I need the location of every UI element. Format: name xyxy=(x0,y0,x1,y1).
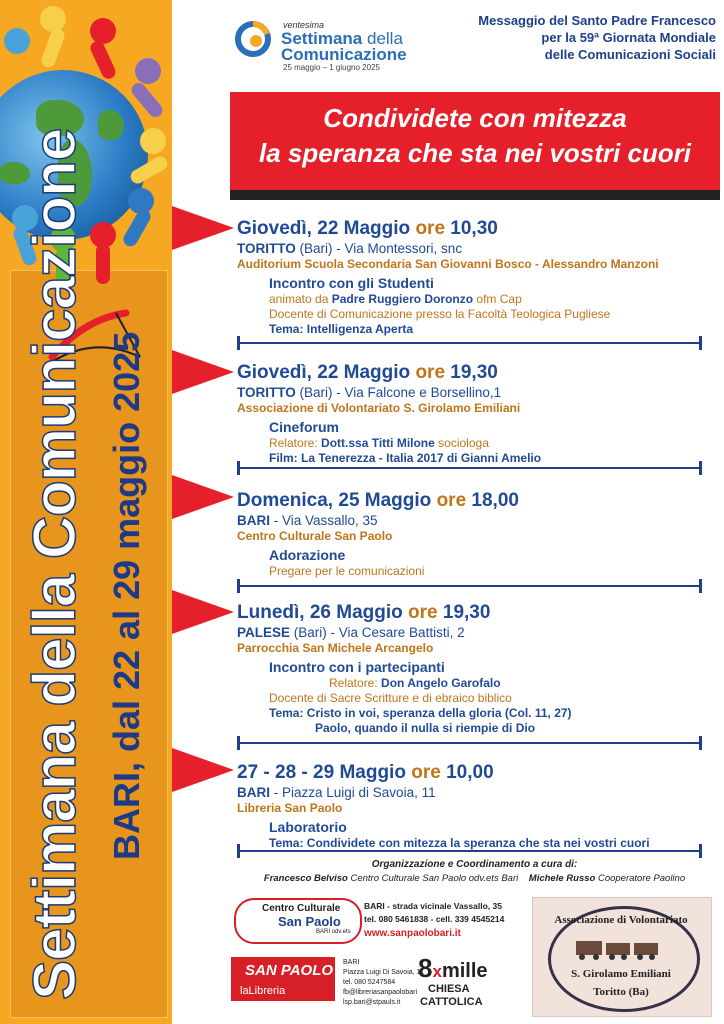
organization-title: Organizzazione e Coordinamento a cura di: xyxy=(371,859,578,870)
event-4 xyxy=(237,602,712,735)
event-flag-4 xyxy=(172,590,234,634)
event-detail: Pregare per le comunicazioni xyxy=(269,564,425,578)
logo-small-text: ventesima xyxy=(283,20,325,30)
associazione-saint: S. Girolamo Emiliani xyxy=(571,968,671,980)
event-venue: Parrocchia San Michele Arcangelo xyxy=(237,641,434,655)
cc-label-3: BARI odv.ets xyxy=(316,929,351,935)
divider-rule xyxy=(237,742,702,744)
event-detail-2: Docente di Sacre Scritture e di ebraico biblico xyxy=(269,691,512,705)
divider-rule xyxy=(237,467,702,469)
train-icon xyxy=(572,935,672,961)
event-venue: Centro Culturale San Paolo xyxy=(237,529,393,543)
cc-label-1: Centro Culturale xyxy=(262,903,341,914)
settimana-logo-icon xyxy=(234,20,272,58)
event-date: Lunedì, 26 Maggio ore 19,30 xyxy=(237,602,491,623)
message-line-1: Messaggio del Santo Padre Francesco xyxy=(478,13,716,28)
logo-comunicazione: Comunicazione xyxy=(281,45,407,64)
8xmille-logo: 8xmille xyxy=(418,953,488,983)
event-date: Domenica, 25 Maggio ore 18,00 xyxy=(237,490,519,511)
event-title: Laboratorio xyxy=(269,819,347,835)
vertical-title: Settimana della Comunicazione xyxy=(21,128,88,1000)
banner-line-1: Condividete con mitezza xyxy=(323,103,627,133)
vertical-subtitle: BARI, dal 22 al 29 maggio 2025 xyxy=(106,331,147,860)
event-3 xyxy=(237,490,712,578)
event-tema: Tema: Intelligenza Aperta xyxy=(269,322,414,336)
event-detail-2: Docente di Comunicazione presso la Facoltà Teologica Pugliese xyxy=(269,307,611,321)
event-venue: Auditorium Scuola Secondaria San Giovanni Bosco - Alessandro Manzoni xyxy=(237,257,659,271)
cc-address: BARI - strada vicinale Vassallo, 35 xyxy=(364,901,502,911)
chiesa-label: CHIESA xyxy=(428,983,470,995)
libreria-subname: laLibreria xyxy=(240,985,286,997)
cc-website-link[interactable]: www.sanpaolobari.it xyxy=(364,928,461,939)
event-1 xyxy=(237,218,712,336)
event-place: TORITTO (Bari) - Via Montessori, snc xyxy=(237,241,463,256)
event-place: PALESE (Bari) - Via Cesare Battisti, 2 xyxy=(237,625,465,640)
cc-phone: tel. 080 5461838 - cell. 339 4545214 xyxy=(364,914,505,924)
banner-line-2: la speranza che sta nei vostri cuori xyxy=(258,138,692,168)
event-title: Cineforum xyxy=(269,419,339,435)
event-5 xyxy=(237,762,712,850)
event-flag-3 xyxy=(172,475,234,519)
event-title: Incontro con gli Studenti xyxy=(269,275,434,291)
associazione-city: Toritto (Ba) xyxy=(593,986,649,998)
papal-message xyxy=(470,12,716,63)
associazione-name: Associazione di Volontariato xyxy=(554,914,688,926)
event-date: 27 - 28 - 29 Maggio ore 10,00 xyxy=(237,762,494,783)
message-line-3: delle Comunicazioni Sociali xyxy=(544,47,716,62)
event-date: Giovedì, 22 Maggio ore 10,30 xyxy=(237,218,498,239)
divider-rule xyxy=(237,342,702,344)
event-date: Giovedì, 22 Maggio ore 19,30 xyxy=(237,362,498,383)
event-title: Incontro con i partecipanti xyxy=(269,659,445,675)
libreria-name: SAN PAOLO xyxy=(245,962,334,979)
cattolica-label: CATTOLICA xyxy=(420,996,483,1008)
event-detail: animato da Padre Ruggiero Doronzo ofm Cap xyxy=(269,292,522,306)
event-tema: Film: La Tenerezza - Italia 2017 di Gianni Amelio xyxy=(269,451,542,465)
cc-label-2: San Paolo xyxy=(278,914,341,929)
event-flag-5 xyxy=(172,748,234,792)
event-detail: Relatore: Don Angelo Garofalo xyxy=(329,676,501,690)
event-venue: Libreria San Paolo xyxy=(237,801,343,815)
divider-rule xyxy=(237,585,702,587)
organization-people: Francesco Belviso Centro Culturale San Paolo odv.ets Bari Michele Russo Cooperatore Paolino xyxy=(263,873,686,884)
event-flag-2 xyxy=(172,350,234,394)
event-place: BARI - Via Vassallo, 35 xyxy=(237,513,378,528)
event-place: TORITTO (Bari) - Via Falcone e Borsellino,1 xyxy=(237,385,502,400)
event-detail: Relatore: Dott.ssa Titti Milone sociologa xyxy=(269,436,489,450)
message-line-2: per la 59ª Giornata Mondiale xyxy=(541,30,716,45)
event-flag-1 xyxy=(172,206,234,250)
event-tema: Tema: Condividete con mitezza la speranza che sta nei vostri cuori xyxy=(269,836,650,850)
event-title: Adorazione xyxy=(269,547,346,563)
event-2 xyxy=(237,362,712,465)
event-venue: Associazione di Volontariato S. Girolamo Emiliani xyxy=(237,401,521,415)
logo-dates: 25 maggio – 1 giugno 2025 xyxy=(283,63,380,72)
logo-settimana: Settimana della xyxy=(281,29,403,48)
event-tema-2: Paolo, quando il nulla si riempie di Dio xyxy=(315,721,536,735)
event-tema: Tema: Cristo in voi, speranza della gloria (Col. 11, 27) xyxy=(269,706,572,720)
libreria-address: BARI Piazza Luigi Di Savoia, 11 tel. 080 5247584 fb@libreriasanpaolobari lsp.bari@stpauls.it xyxy=(343,959,424,1006)
event-place: BARI - Piazza Luigi di Savoia, 11 xyxy=(237,785,436,800)
divider-rule xyxy=(237,850,702,852)
